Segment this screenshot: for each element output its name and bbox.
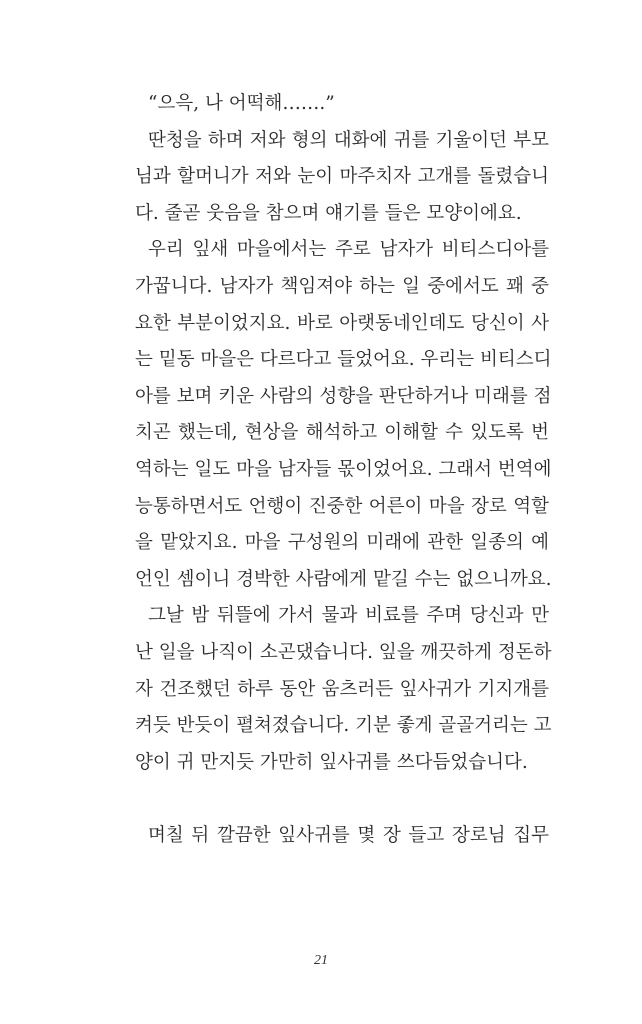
text-line: 가꿉니다. 남자가 책임져야 하는 일 중에서도 꽤 중 xyxy=(135,275,549,297)
paragraph-gap xyxy=(135,781,549,818)
text-line: 님과 할머니가 저와 눈이 마주치자 고개를 돌렸습니 xyxy=(135,166,549,188)
text-line: 난 일을 나직이 소곤댔습니다. 잎을 깨끗하게 정돈하 xyxy=(135,641,552,663)
text-line: “으윽, 나 어떡해…….” xyxy=(148,93,335,114)
text-line: 치곤 했는데, 현상을 해석하고 이해할 수 있도록 번 xyxy=(135,422,549,444)
text-line: 다. 줄곧 웃음을 참으며 얘기를 들은 모양이에요. xyxy=(135,202,522,224)
text-line: 능통하면서도 언행이 진중한 어른이 마을 장로 역할 xyxy=(135,495,549,517)
text-line: 딴청을 하며 저와 형의 대화에 귀를 기울이던 부모 xyxy=(148,129,549,151)
text-line: 켜듯 반듯이 펼쳐졌습니다. 기분 좋게 골골거리는 고 xyxy=(135,715,552,737)
book-page-body xyxy=(135,86,552,854)
text-line: 자 건조했던 하루 동안 움츠러든 잎사귀가 기지개를 xyxy=(135,678,549,700)
page-number: 21 xyxy=(314,953,328,968)
text-line: 언인 셈이니 경박한 사람에게 맡길 수는 없으니까요. xyxy=(135,568,552,590)
text-line: 며칠 뒤 깔끔한 잎사귀를 몇 장 들고 장로님 집무 xyxy=(148,824,549,846)
text-line: 역하는 일도 마을 남자들 몫이었어요. 그래서 번역에 xyxy=(135,458,552,480)
text-line: 을 맡았지요. 마을 구성원의 미래에 관한 일종의 예 xyxy=(135,532,549,554)
text-line: 는 밑동 마을은 다르다고 들었어요. 우리는 비티스디 xyxy=(135,349,552,371)
text-line: 우리 잎새 마을에서는 주로 남자가 비티스디아를 xyxy=(148,239,549,261)
text-line: 아를 보며 키운 사람의 성향을 판단하거나 미래를 점 xyxy=(135,385,552,407)
text-line: 요한 부분이었지요. 바로 아랫동네인데도 당신이 사 xyxy=(135,312,549,334)
text-line: 양이 귀 만지듯 가만히 잎사귀를 쓰다듬었습니다. xyxy=(135,751,528,773)
text-line: 그날 밤 뒤뜰에 가서 물과 비료를 주며 당신과 만 xyxy=(148,605,549,627)
